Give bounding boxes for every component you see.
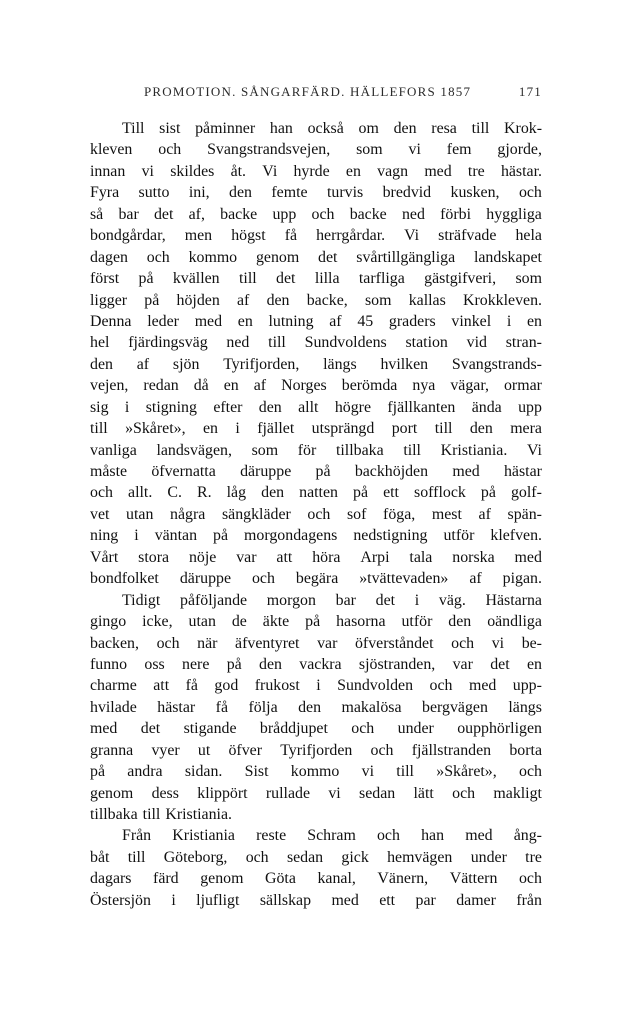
text-line: först på kvällen till det lilla tarfliga gästgifveri, som xyxy=(90,270,542,288)
text-line: sig i stigning efter den allt högre fjällkanten ända upp xyxy=(90,398,542,416)
body-text xyxy=(90,118,542,911)
running-head xyxy=(132,84,542,104)
text-line: båt till Göteborg, och sedan gick hemvägen under tre xyxy=(90,848,542,866)
text-line: den af sjön Tyrifjorden, längs hvilken Svangstrands- xyxy=(90,355,542,373)
text-line: Vårt stora nöje var att höra Arpi tala norska med xyxy=(90,548,542,566)
text-line: vanliga landsvägen, som för tillbaka till Kristiania. Vi xyxy=(90,441,542,459)
text-line: granna vyer ut öfver Tyrifjorden och fjällstranden borta xyxy=(90,741,542,759)
text-line: Från Kristiania reste Schram och han med ång- xyxy=(122,827,542,845)
text-line: backen, och när äfventyret var öfverståndet och vi be- xyxy=(90,634,542,652)
text-line: gingo icke, utan de äkte på hasorna utför den oändliga xyxy=(90,613,542,631)
text-line: bondgårdar, men högst få herrgårdar. Vi sträfvade hela xyxy=(90,227,542,245)
text-line: kleven och Svangstrandsvejen, som vi fem gjorde, xyxy=(90,141,542,159)
text-line: ning i väntan på morgondagens nedstigning utför klefven. xyxy=(90,527,542,545)
text-line: med det stigande bråddjupet och under oupphörligen xyxy=(90,720,542,738)
text-line: så bar det af, backe upp och backe ned förbi hyggliga xyxy=(90,205,542,223)
text-line: vejen, redan då en af Norges berömda nya vägar, ormar xyxy=(90,377,542,395)
text-line: Till sist påminner han också om den resa till Krok- xyxy=(122,120,542,137)
text-line: bondfolket däruppe och begära »tvättevaden» af pigan. xyxy=(90,570,542,588)
text-line: Fyra sutto ini, den femte turvis bredvid kusken, och xyxy=(90,184,542,202)
text-line: vet utan några sängkläder och sof föga, mest af spän- xyxy=(90,505,542,523)
text-line: hel fjärdingsväg ned till Sundvoldens station vid stran- xyxy=(90,334,542,352)
text-line: funno oss nere på den vackra sjöstranden, var det en xyxy=(90,655,542,673)
text-line: Tidigt påföljande morgon bar det i väg. Hästarna xyxy=(122,591,542,609)
text-line: på andra sidan. Sist kommo vi till »Skåret», och xyxy=(90,763,542,781)
page-number: 171 xyxy=(518,84,542,99)
text-line: Östersjön i ljufligt sällskap med ett par damer från xyxy=(90,891,542,909)
text-line: dagars färd genom Göta kanal, Vänern, Vättern och xyxy=(90,870,542,888)
text-line: genom dess klippört rullade vi sedan lätt och makligt xyxy=(90,784,542,802)
text-line: och allt. C. R. låg den natten på ett sofflock på golf- xyxy=(90,484,542,502)
text-line: innan vi skildes åt. Vi hyrde en vagn med tre hästar. xyxy=(90,162,542,180)
text-line: Denna leder med en lutning af 45 graders vinkel i en xyxy=(90,312,542,330)
text-line: hvilade hästar få följa den makalösa bergvägen längs xyxy=(90,698,542,716)
running-title: PROMOTION. SÅNGARFÄRD. HÄLLEFORS 1857 xyxy=(144,84,472,99)
text-line: ligger på höjden af den backe, som kallas Krokkleven. xyxy=(90,291,542,309)
text-line: charme att få god frukost i Sundvolden och med upp- xyxy=(90,677,542,695)
text-line: tillbaka till Kristiania. xyxy=(90,806,232,823)
text-line: till »Skåret», en i fjället utsprängd port till den mera xyxy=(90,420,542,438)
text-line: dagen och kommo genom det svårtillgängliga landskapet xyxy=(90,248,542,266)
text-line: måste öfvernatta däruppe på backhöjden med hästar xyxy=(90,463,542,480)
